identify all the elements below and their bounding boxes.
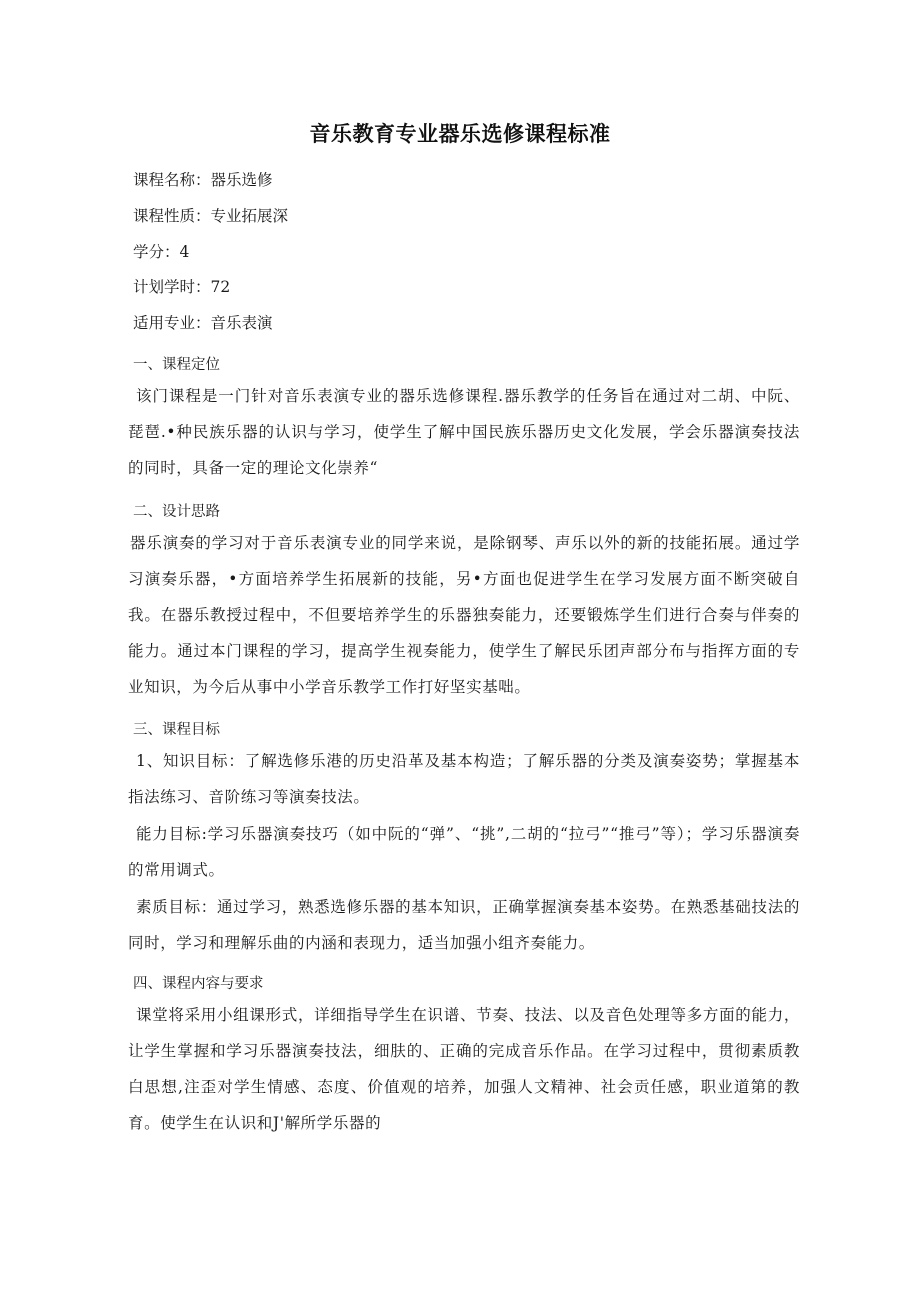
meta-label: 适用专业： [133, 314, 211, 332]
section-paragraph: 课堂将采用小组课形式，详细指导学生在识谱、节奏、技法、以及音色处理等多方面的能力，让学生掌握和学习乐器演奏技法，细肤的、正确的完成音乐作品。在学习过程中，贯彻素质教白思想,注歪对学生情感、态度、价值观的培养，加强人文精神、社会贡任感，职业道第的教育。使学生在认识和J'解所学乐器的 [128, 1006, 800, 1132]
meta-credits [133, 240, 189, 262]
document-title: 音乐教育专业器乐选修课程标准 [309, 122, 611, 146]
meta-value: 4 [179, 243, 190, 261]
section-heading-content: 四、课程内容与要求 [133, 976, 264, 992]
meta-label: 课程名称： [133, 171, 211, 189]
meta-course-name [133, 168, 273, 190]
section-paragraph: 该门课程是一门针对音乐表演专业的器乐选修课程.器乐教学的任务旨在通过对二胡、中阮、琵琶.•种民族乐器的认识与学习，使学生了解中国民族乐器历史文化发展，学会乐器演奏技法的同时，具备一定的理论文化崇养“ [128, 387, 800, 477]
meta-value: 音乐表演 [210, 314, 273, 332]
section-heading-design: 二、设计思路 [133, 504, 220, 520]
meta-label: 学分： [133, 243, 180, 261]
meta-value: 器乐选修 [210, 171, 273, 189]
section-heading-positioning: 一、课程定位 [133, 357, 220, 373]
section-paragraph: 1、知识目标：了解选修乐港的历史沿革及基本构造；了解乐器的分类及演奏姿势；掌握基本指法练习、音阶练习等演奏技法。 [128, 752, 800, 806]
meta-course-nature [133, 204, 288, 226]
meta-label: 课程性质： [133, 207, 211, 225]
section-paragraph: 能力目标:学习乐器演奏技巧（如中阮的“弹”、“挑”,二胡的“拉弓”“推弓”等）；学习乐器演奏的常用调式。 [128, 825, 800, 879]
section-paragraph: 器乐演奏的学习对于音乐表演专业的同学来说，是除钢琴、声乐以外的新的技能拓展。通过学习演奏乐器，•方面培养学生拓展新的技能，另•方面也促进学生在学习发展方面不断突破自我。在器乐教授过程中，不但要培养学生的乐器独奏能力，还要锻炼学生们进行合奏与伴奏的能力。通过本门课程的学习，提高学生视奏能力，使学生了解民乐团声部分布与指挥方面的专业知识，为今后从事中小学音乐教学工作打好坚实基咄。 [128, 534, 800, 696]
section-paragraph: 素质目标：通过学习，熟悉选修乐器的基本知识，正确掌握演奏基本姿势。在熟悉基础技法的同时，学习和理解乐曲的内涵和表现力，适当加强小组齐奏能力。 [128, 898, 800, 952]
meta-planned-hours [133, 275, 230, 297]
meta-value: 专业拓展深 [210, 207, 289, 225]
meta-value: 72 [210, 278, 231, 296]
meta-label: 计划学时： [133, 278, 211, 296]
section-heading-objectives: 三、课程目标 [133, 722, 220, 738]
meta-applicable-major [133, 311, 273, 333]
